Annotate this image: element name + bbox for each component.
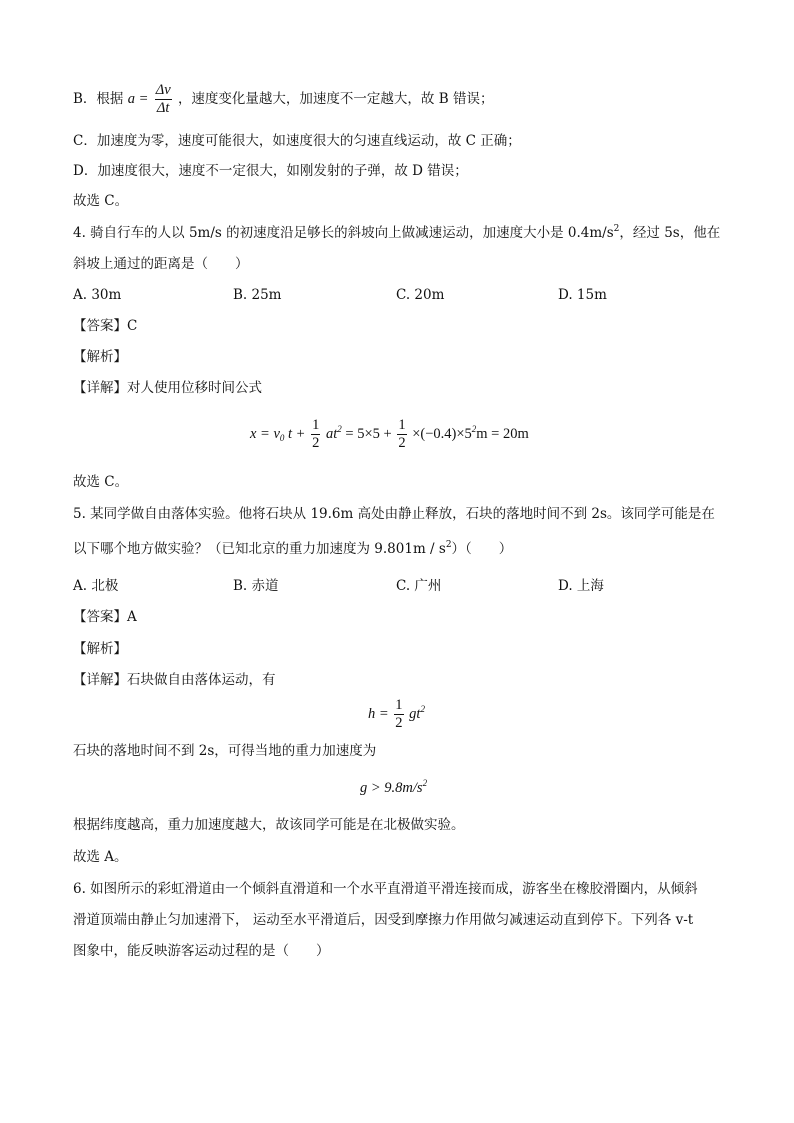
q4-stem-line2: 斜坡上通过的距离是（ ）	[73, 256, 249, 272]
q5-formula1-lhs: h =	[368, 705, 389, 722]
q3-option-b-text: ，速度变化量越大，加速度不一定越大，故 B 错误；	[177, 91, 494, 107]
q4-formula-part: x = v	[250, 425, 280, 442]
q4-detail: 【详解】对人使用位移时间公式	[73, 380, 262, 396]
q4-fraction-denominator: 2	[312, 435, 320, 451]
q4-formula-fraction	[397, 417, 406, 452]
q5-option-d: D. 上海	[558, 578, 604, 594]
q5-stem-line2	[73, 540, 512, 558]
q4-conclusion: 故选 C。	[73, 474, 129, 490]
q5-answer: 【答案】A	[73, 609, 137, 625]
q4-formula-part: m = 20m	[476, 425, 529, 442]
q3-fraction	[155, 82, 172, 117]
q4-answer: 【答案】C	[73, 318, 138, 334]
q4-formula	[250, 417, 529, 452]
q3-fraction-denominator: Δt	[156, 100, 170, 116]
q5-reason: 根据纬度越高，重力加速度越大，故该同学可能是在北极做实验。	[73, 817, 465, 833]
q5-fraction-denominator: 2	[395, 715, 403, 731]
q5-formula1-fraction	[394, 697, 403, 732]
q4-stem-text-b: ，经过 5s，他在	[619, 225, 721, 241]
q5-option-c: C. 广州	[396, 578, 442, 594]
q5-analysis-label: 【解析】	[73, 641, 127, 657]
q3-conclusion: 故选 C。	[73, 193, 129, 209]
q5-stem-text-a: 以下哪个地方做实验？（已知北京的重力加速度为 9.801m / s	[73, 541, 446, 557]
q4-formula-part: at	[325, 425, 338, 442]
q5-fraction-numerator: 1	[395, 697, 403, 713]
q6-stem-line1: 6. 如图所示的彩虹滑道由一个倾斜直滑道和一个水平直滑道平滑连接而成，游客坐在橡胶滑圈内，从倾斜	[73, 881, 698, 897]
q4-stem-sup: 2	[613, 224, 620, 234]
q4-formula-part: = 5×5 +	[345, 425, 392, 442]
q3-option-b-prefix: B．根据	[73, 91, 124, 107]
q5-stem-text-b: ）（ ）	[451, 541, 513, 557]
q4-fraction-numerator: 1	[312, 417, 320, 433]
q4-fraction-numerator: 1	[398, 417, 406, 433]
q3-option-c: C．加速度为零，速度可能很大，如速度很大的匀速直线运动，故 C 正确；	[73, 133, 521, 149]
q5-formula2	[360, 779, 427, 797]
q3-option-b	[73, 82, 493, 117]
q4-option-c: C. 20m	[396, 287, 445, 303]
q5-middle-text: 石块的落地时间不到 2s，可得当地的重力加速度为	[73, 743, 377, 759]
q4-formula-sub: 0	[279, 432, 285, 443]
q3-fraction-numerator: Δv	[155, 82, 171, 98]
q3-formula-lhs: a =	[127, 91, 149, 107]
q5-formula1	[368, 697, 425, 732]
q4-analysis-label: 【解析】	[73, 349, 127, 365]
q5-formula2-text: g > 9.8m/s	[360, 780, 423, 796]
q4-formula-sup: 2	[471, 423, 477, 434]
q4-formula-part: t +	[288, 425, 306, 442]
q4-formula-fraction	[311, 417, 320, 452]
q5-option-b: B. 赤道	[233, 578, 279, 594]
q5-formula1-sup: 2	[420, 703, 425, 714]
q6-stem-line2: 滑道顶端由静止匀加速滑下， 运动至水平滑道后，因受到摩擦力作用做匀减速运动直到停下。下列各 v-t	[73, 912, 694, 928]
q4-option-b: B. 25m	[233, 287, 282, 303]
q4-option-d: D. 15m	[558, 287, 607, 303]
q5-detail: 【详解】石块做自由落体运动，有	[73, 672, 276, 688]
q4-formula-part: ×(−0.4)×5	[412, 425, 472, 442]
q4-formula-sup: 2	[337, 423, 342, 434]
q5-formula1-rhs: gt	[409, 705, 421, 722]
q6-stem-line3: 图象中，能反映游客运动过程的是（ ）	[73, 943, 330, 959]
q4-fraction-denominator: 2	[398, 435, 406, 451]
q5-stem-sup: 2	[445, 540, 452, 550]
q5-conclusion: 故选 A。	[73, 849, 128, 865]
q5-option-a: A. 北极	[73, 578, 119, 594]
q5-formula2-sup: 2	[422, 778, 428, 788]
q5-stem-line1: 5. 某同学做自由落体实验。他将石块从 19.6m 高处由静止释放，石块的落地时间不到 2s。该同学可能是在	[73, 506, 715, 522]
q4-stem-line1	[73, 224, 720, 242]
q4-option-a: A. 30m	[73, 287, 122, 303]
q3-option-d: D．加速度很大，速度不一定很大，如刚发射的子弹，故 D 错误；	[73, 163, 468, 179]
q4-stem-text-a: 4. 骑自行车的人以 5m/s 的初速度沿足够长的斜坡向上做减速运动，加速度大小是 0.4m/s	[73, 225, 614, 241]
